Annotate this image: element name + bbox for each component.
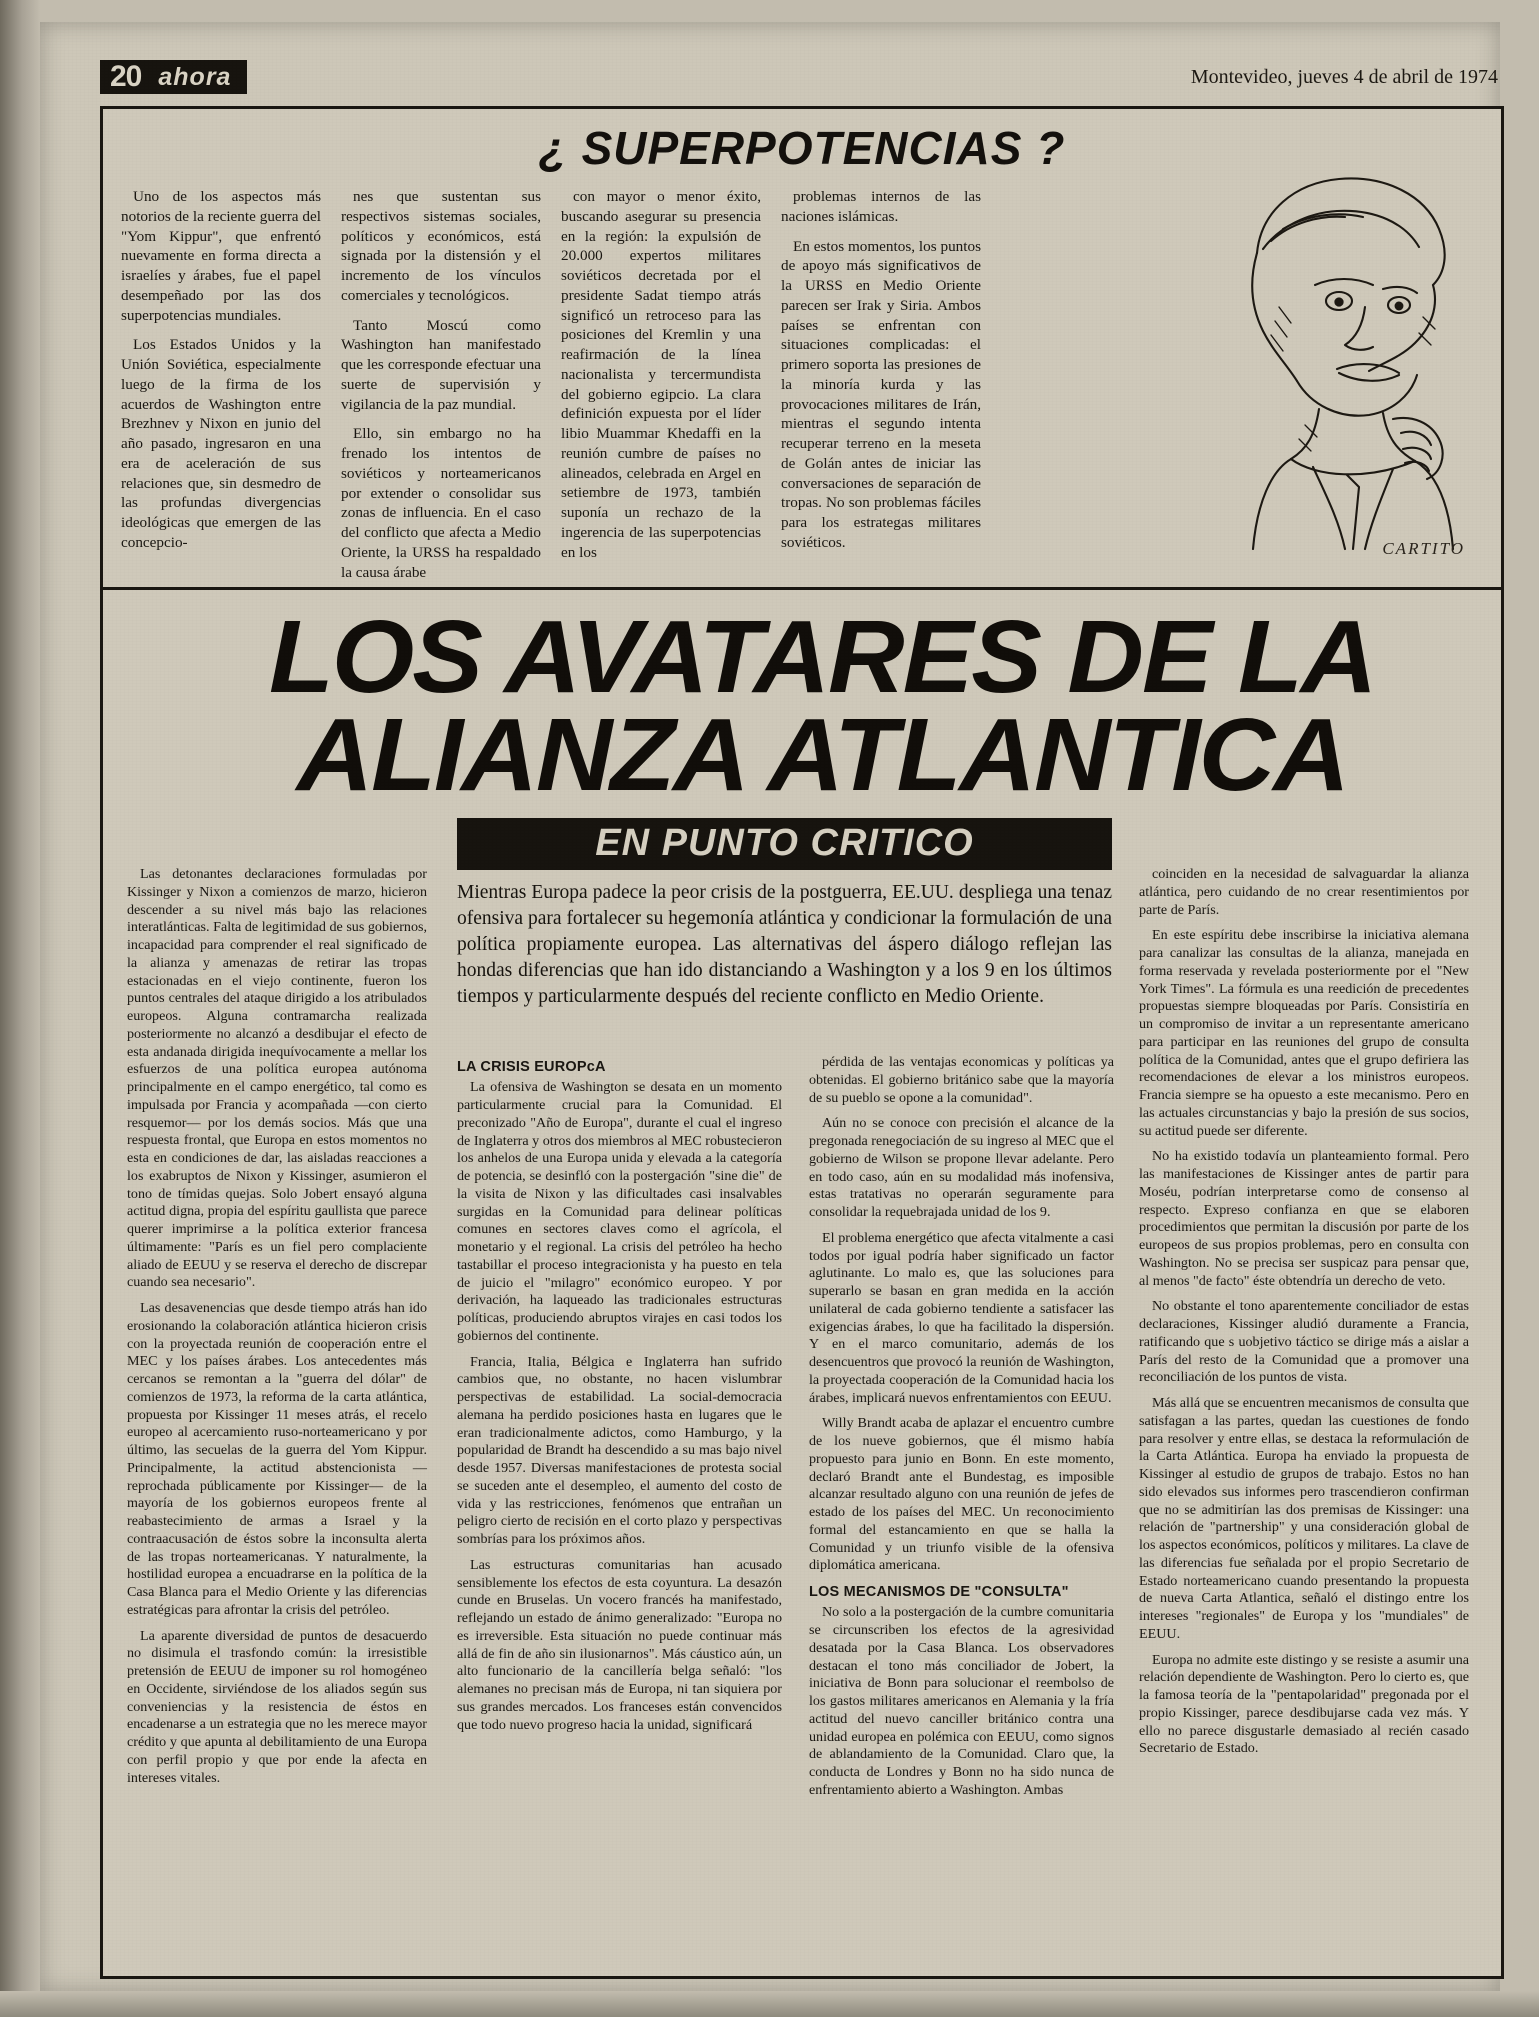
body-column-4 (1139, 866, 1469, 1766)
body-column-2 (457, 1054, 782, 1742)
paragraph: Las estructuras comunitarias han acusado sensiblemente los efectos de esta coyuntura. La desazón cunde en Bruselas. Un vocero francés ha manifestado, reflejando un estado de ánimo generalizado: "Europa no es irreversible. Esta situación no puede continuar más allá de fin de año sin ilusionarnos". Más cáustico aún, un alto funcionario de la cancillería belga señaló: "los alemanes no precisan más de Europa, ni tan siquiera por sus grandes mercados. Los franceses están convencidos que todo nuevo progreso hacia la unidad, significará (457, 1556, 782, 1733)
caricature-illustration (1187, 157, 1493, 567)
top-article (100, 106, 1504, 590)
top-article-column-4 (781, 187, 981, 592)
paragraph: Uno de los aspectos más notorios de la reciente guerra del "Yom Kippur", que enfrentó nuevamente en forma directa a israelíes y árabes, fue el papel desempeñado por las dos superpotencias mundiales. (121, 188, 321, 324)
main-article-body (127, 822, 1477, 1956)
paragraph: El problema energético que afecta vitalmente a casi todos por igual podría haber significado un factor aglutinante. Lo malo es, que las soluciones para superarlo se basan en gran medida en la acción unilateral de cada gobierno tendiente a satisfacer las exigencias árabes, lo que ha facilitado la dispersión. Y en el marco comunitario, además de los desencuentros que provocó la reunión de Washington, la proyectada cooperación de la Comunidad hacia los árabes, implicará nuevos enfrentamientos con EEUU. (809, 1229, 1114, 1406)
top-article-title: ¿ SUPERPOTENCIAS ? (538, 122, 1066, 174)
paragraph: con mayor o menor éxito, buscando asegurar su presencia en la región: la expulsión de 20.000 expertos militares soviéticos decretada por el presidente Sadat tiempo atrás significó un retroceso para las posiciones del Kremlin y una reafirmación de la línea nacionalista y tercermundista del gobierno egipcio. La clara definición expuesta por el líder libio Muammar Khedaffi en la reunión cumbre de países no alineados, celebrada en Argel en setiembre de 1973, también suponía un rechazo de la ingerencia de las superpotencias en los (561, 188, 761, 561)
headline-line-1: LOS AVATARES DE LA (269, 599, 1376, 714)
paper-sheet (40, 22, 1500, 1992)
top-article-column-1 (121, 187, 321, 592)
cartoonist-signature: CARTITO (1382, 539, 1465, 558)
main-headline (129, 599, 1515, 812)
paragraph: Las detonantes declaraciones formuladas por Kissinger y Nixon a comienzos de marzo, hicieron descender a su nivel más bajo las relaciones interatlánticas. Falta de legitimidad de sus gobiernos, incapacidad para comprender el real significado de la alianza y amenazas de retirar las tropas estacionadas en el viejo continente, fueron los puntos centrales del ataque dirigido a los atribulados europeos. Alguna contramarcha realizada posteriormente no alcanzó a desdibujar el efecto de esta andanada dirigida inequívocamente a mellar los esfuerzos de una política europea autónoma principalmente en el campo energético, tal como es impulsada por Francia y acompañada —con cierto resquemor— por los demás socios. Más que una respuesta frontal, que Europa en estos momentos no esta en condiciones de dar, las aisladas reacciones a los exabruptos de Nixon y Kissinger, asumieron el tono de tímidas quejas. Solo Jobert ensayó alguna actitud digna, propia del espíritu gaullista que parece querer imprimirse a la política exterior francesa últimamente: "París es un fiel pero complaciente aliado de EEUU y se reserva el derecho de discrepar cuando sea necesario". (127, 866, 427, 1291)
body-column-3 (809, 1054, 1114, 1808)
page-bottom-edge-shadow (0, 1991, 1539, 2017)
paragraph: pérdida de las ventajas economicas y políticas ya obtenidas. El gobierno británico sabe que la mayoría de su pueblo se opone a la comunidad". (809, 1054, 1114, 1106)
publication-logo: ahora (150, 60, 247, 94)
top-article-column-3 (561, 187, 761, 592)
paragraph: En estos momentos, los puntos de apoyo más significativos de la URSS en Medio Oriente parecen ser Irak y Siria. Ambos países se enfrentan con situaciones complicadas: el primero soporta las presiones de la minoría kurda y las provocaciones militares de Irán, mientras el segundo intenta recuperar terreno en la meseta de Golán antes de iniciar las conversaciones de separación de tropas. No son problemas fáciles para los estrategas militares soviéticos. (781, 237, 981, 551)
paragraph: No solo a la postergación de la cumbre comunitaria se circunscriben los efectos de la agresividad desatada por la Casa Blanca. Los observadores destacan el tono más conciliador de Jobert, la iniciativa de Bonn para solucionar el reembolso de los gastos militares americanos en Alemania y la fría actitud del nuevo canciller británico contra una unidad europea en polémica con EEUU, como signos de ablandamiento de la Comunidad. Claro que, la conducta de Londres y Bonn no ha sido nunca de enfrentamiento abierto a Washington. Ambas (809, 1604, 1114, 1798)
subhead-mecanismos-consulta: LOS MECANISMOS DE "CONSULTA" (809, 1584, 1069, 1600)
paragraph: Más allá que se encuentren mecanismos de consulta que satisfagan a las partes, quedan las cuestiones de fondo para resolver y entre ellas, se destaca la reformulación de la Carta Atlántica. Europa ha enviado la propuesta de Kissinger al estudio de grupos de trabajo. Estos no han sido elevados sus informes pero trascendieron confirman que no se admitirían las dos premisas de Kissinger: una relación de "partnership" y una consideración global de los aspectos económicos, políticos y militares. La clave de las diferencias fue señalada por el propio Secretario de Estado norteamericano cuando presentando la propuesta de nueva Carta Atlantica, señaló el distingo entre los intereses "regionales" de Europa y los "mundiales" de EEUU. (1139, 1395, 1469, 1642)
article-kicker: EN PUNTO CRITICO (457, 818, 1112, 870)
dateline: Montevideo, jueves 4 de abril de 1974 (1190, 66, 1498, 88)
paragraph: Los Estados Unidos y la Unión Soviética, especialmente luego de la firma de los acuerdos de Washington entre Brezhnev y Nixon en junio del año pasado, ingresaron en una era de aceleración de sus relaciones que, sin desmedro de las profundas divergencias ideológicas que emergen de las concepcio- (121, 336, 321, 551)
main-article (100, 590, 1504, 1979)
body-column-1 (127, 866, 427, 1795)
paragraph: Ello, sin embargo no ha frenado los intentos de soviéticos y norteamericanos por extender o consolidar sus zonas de influencia. En el caso del conflicto que afecta a Medio Oriente, la URSS ha respaldado la causa árabe (341, 425, 541, 581)
paragraph: La aparente diversidad de puntos de desacuerdo no disimula el trasfondo común: la irresistible pretensión de EEUU de imponer su rol homogéneo en Occidente, sirviéndose de los aliados según sus conveniencias y la resistencia de éstos en encadenarse a un estrategia que no les merece mayor crédito y que apunta al debilitamiento de una Europa con perfil propio y que por ende la afecta en intereses vitales. (127, 1627, 427, 1786)
paragraph: Europa no admite este distingo y se resiste a asumir una relación dependiente de Washington. Pero lo cierto es, que la famosa teoría de la "pentapolaridad" pregonada por el propio Kissinger, parece desdibujarse cada vez más. Y ello no parece disgustarle demasiado al recién casado Secretario de Estado. (1139, 1651, 1469, 1757)
paragraph: Tanto Moscú como Washington han manifestado que les corresponde efectuar una suerte de supervisión y vigilancia de la paz mundial. (341, 316, 541, 413)
paragraph: coinciden en la necesidad de salvaguardar la alianza atlántica, pero cuidando de no crear resentimientos por parte de París. (1139, 866, 1469, 918)
paragraph: No ha existido todavía un planteamiento formal. Pero las manifestaciones de Kissinger antes de partir para Moséu, podrían interpretarse como de consenso al respecto. Expreso confianza en que se elaboren procedimientos que permitan la discusión por parte de los europeos de sus propios problemas, pero en consulta con Washington. No se precisa ser suspicaz para pensar que, al menos "de facto" éste obtendría un derecho de veto. (1139, 1148, 1469, 1289)
page-left-edge-shadow (0, 0, 40, 2017)
top-article-columns (121, 187, 1181, 592)
headline-line-2: ALIANZA ATLANTICA (296, 696, 1348, 812)
paragraph: Francia, Italia, Bélgica e Inglaterra han sufrido cambios que, no obstante, no hacen vislumbrar perspectivas de estabilidad. La social-democracia alemana ha perdido posiciones hasta en lugares que le eran tradicionalmente adictos, como Hamburgo, y la popularidad de Brandt ha descendido a su mas bajo nivel desde 1957. Diversas manifestaciones de protesta social se suceden ante el desempleo, el aumento del costo de vida y las restricciones, fenómenos que entrañan un peligro cierto de recisión en el corto plazo y perspectivas sombrías para los próximos años. (457, 1353, 782, 1548)
paragraph: La ofensiva de Washington se desata en un momento particularmente crucial para la Comunidad. El preconizado "Año de Europa", durante el cual el ingreso de Inglaterra y otros dos miembros al MEC robustecieron los anhelos de una Europa unida y elevada a la categoría de potencia, se desinfló con la postergación "sine die" de la visita de Nixon y las dificultades casi insalvables surgidas en la Comunidad para delinear políticas comunes en sectores claves como el agrícola, el monetario y el regional. La crisis del petróleo ha hecho tastabillar el proceso integracionista y ha puesto en tela de juicio el "milagro" económico europeo. Y por derivación, ha laqueado las tradicionales estructuras políticas, produciendo abruptos virajes en casi todos los gobiernos del continente. (457, 1079, 782, 1344)
paragraph: En este espíritu debe inscribirse la iniciativa alemana para canalizar las consultas de la alianza, manejada en forma reservada y revelada posteriormente por el "New York Times". La fórmula es una reedición de precedentes propuestas siempre bloqueadas por París. Consistiría en un compromiso de invitar a un representante americano para participar en las reuniones del grupo de consulta política de la Comunidad, antes que el grupo defiriera las recomendaciones de elevar a los ministros europeos. Francia siempre se ha opuesto a este mecanismo. Pero en las actuales circunstancias y bajo la presión de sus socios, su actitud puede ser diferente. (1139, 927, 1469, 1139)
masthead (100, 60, 1500, 98)
paragraph: nes que sustentan sus respectivos sistemas sociales, políticos y económicos, está signada por la distensión y el incremento de los vínculos comerciales y tecnológicos. (341, 188, 541, 304)
folio-block (100, 60, 247, 94)
article-standfirst: Mientras Europa padece la peor crisis de la postguerra, EE.UU. despliega una tenaz ofensiva para fortalecer su hegemonía atlántica y condicionar la formulación de una política propiamente europea. Las alternativas del áspero diálogo reflejan las hondas diferencias que han ido distanciando a Washington y a los 9 en los últimos tiempos y particularmente después del reciente conflicto en Medio Oriente. (457, 882, 1112, 1007)
page-number: 20 (100, 60, 150, 94)
paragraph: Aún no se conoce con precisión el alcance de la pregonada renegociación de su ingreso al MEC que el gobierno de Wilson se propone llevar adelante. Pero en todo caso, aún en su modalidad más inofensiva, estas tratativas no operarán seguramente para consolidar la requebrajada unidad de los 9. (809, 1115, 1114, 1220)
paragraph: Las desavenencias que desde tiempo atrás han ido erosionando la colaboración atlántica hicieron crisis con la proyectada reunión de cooperación entre el MEC y los países árabes. Los antecedentes más cercanos se remontan a la "guerra del dólar" de comienzos de 1973, la reforma de la carta atlántica, propuesta por Kissinger 11 meses atrás, el recelo europeo al acercamiento ruso-norteamericano y por último, las secuelas de la guerra del Yom Kippur. Principalmente, la actitud abstencionista —reprochada públicamente por Kissinger— de la mayoría de los gobiernos europeos frente al reabastecimiento de armas a Israel y la contraacusación de éstos sobre la inconsulta alerta de las tropas norteamericanas. Y naturalmente, la hostilidad europea a encuadrarse en la política de la Casa Blanca para el Medio Oriente y las diferencias estratégicas para afrontar la crisis del petróleo. (127, 1300, 427, 1618)
subhead-crisis-europea: LA CRISIS EUROPcA (457, 1059, 606, 1075)
top-article-column-2 (341, 187, 541, 592)
paragraph: No obstante el tono aparentemente conciliador de estas declaraciones, Kissinger aludió duramente a Francia, ratificando que s uobjetivo táctico se dirige más a aislar a París del resto de la Comunidad que a promover una reconciliación de los puntos de vista. (1139, 1298, 1469, 1386)
paragraph: problemas internos de las naciones islámicas. (781, 188, 981, 225)
paragraph: Willy Brandt acaba de aplazar el encuentro cumbre de los nueve gobiernos, que él mismo había propuesto para junio en Bonn. En este momento, declaró Brandt ante el Bundestag, es imposible alcanzar resultado alguno con una reunión de jefes de estado de los países del MEC. Un reconocimiento formal del estancamiento en que se halla la Comunidad y un triunfo visible de la ofensiva diplomática americana. (809, 1415, 1114, 1574)
